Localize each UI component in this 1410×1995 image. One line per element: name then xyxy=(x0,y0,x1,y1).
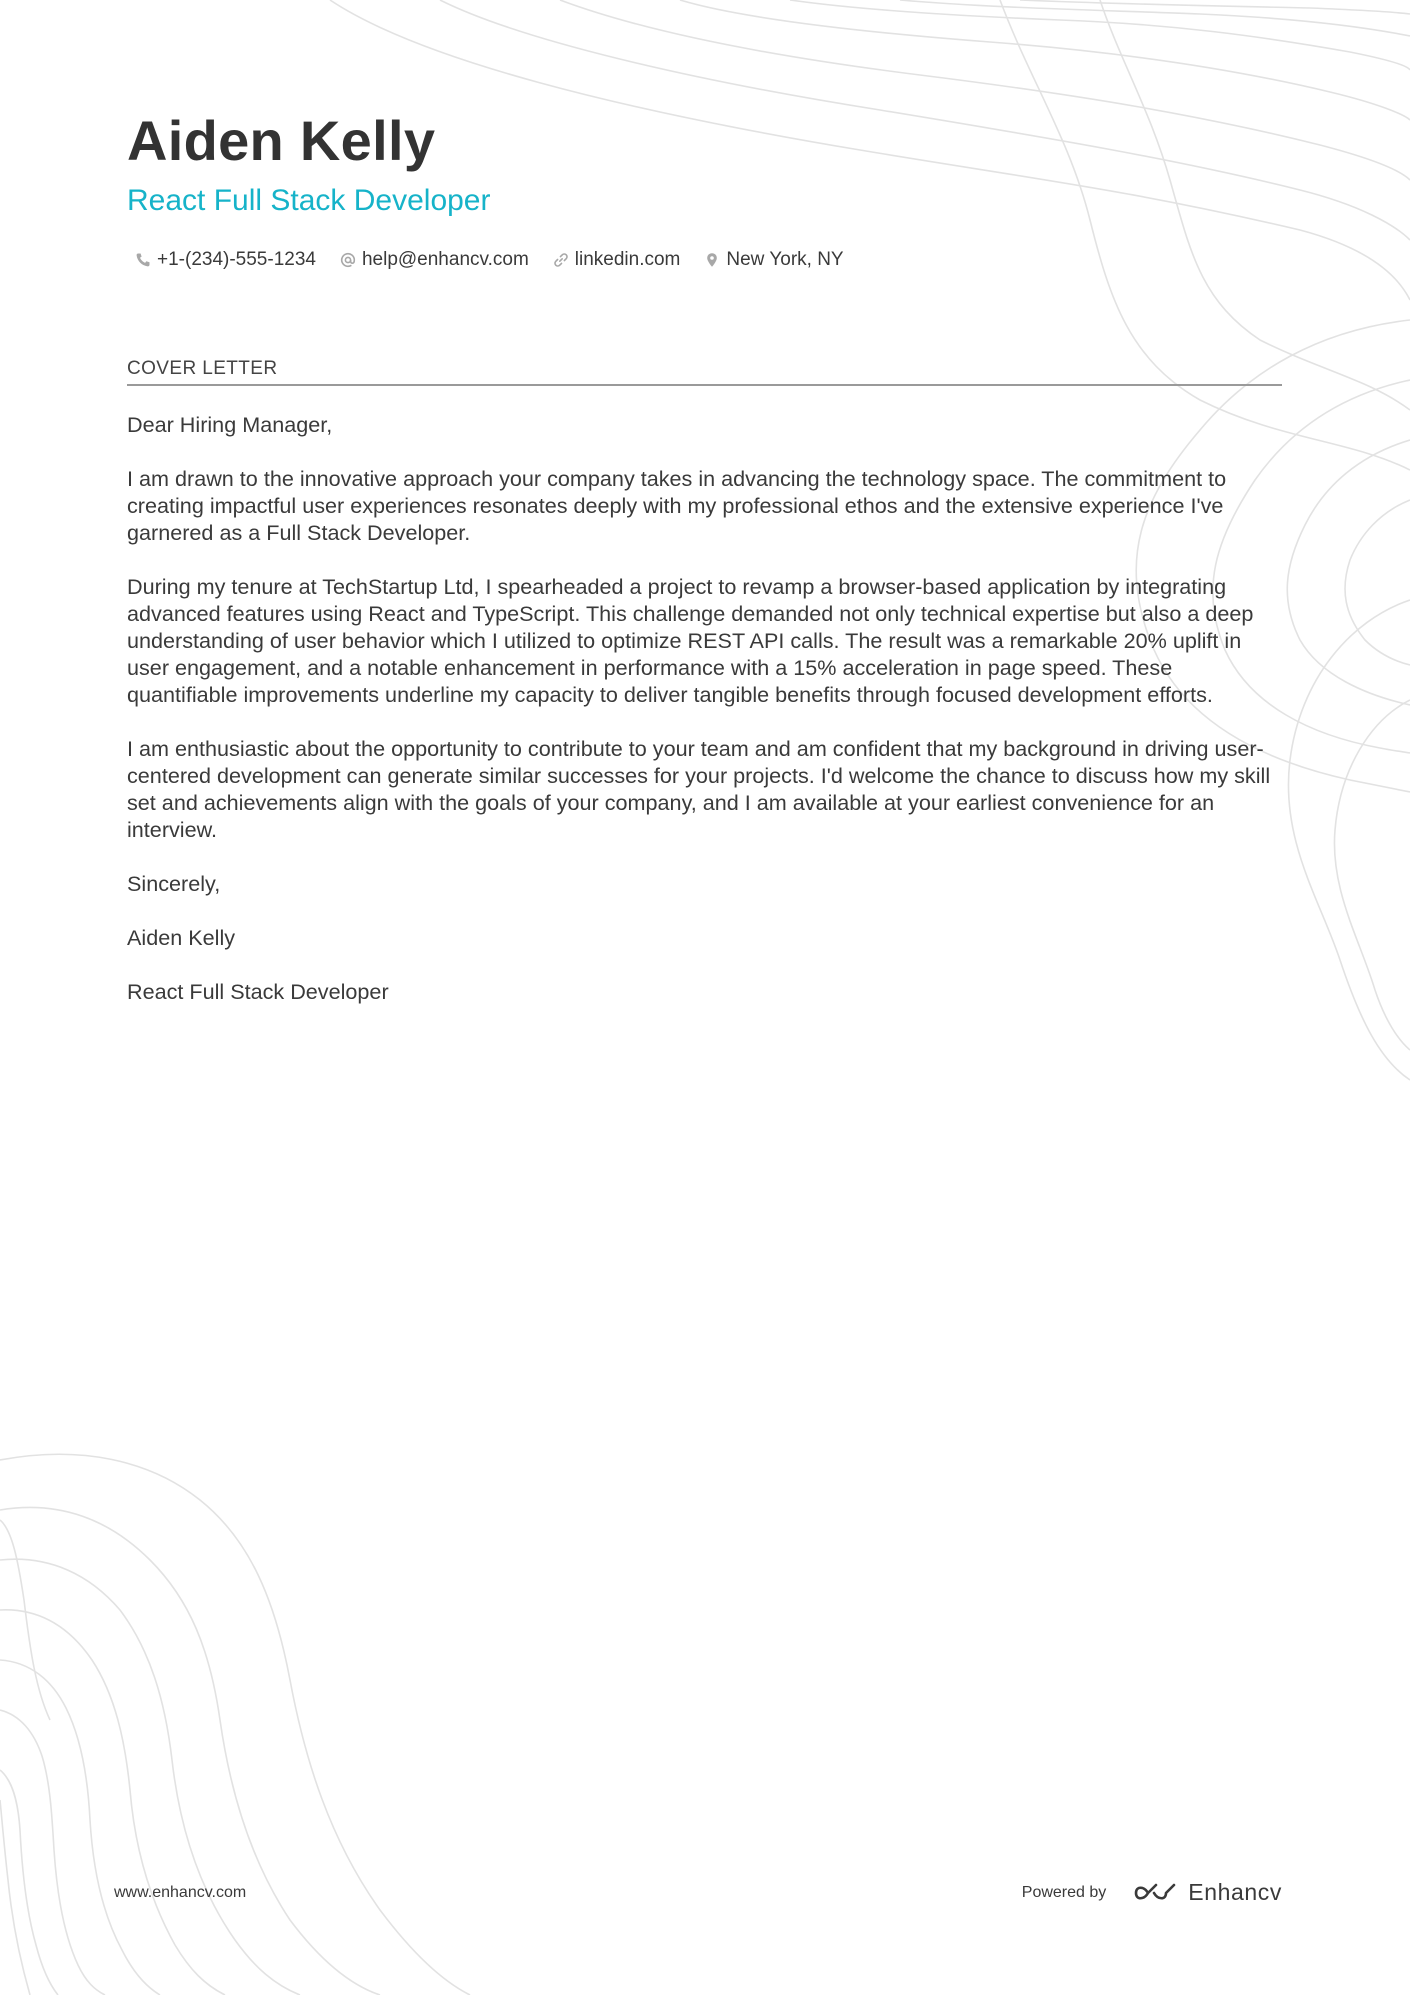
contact-email[interactable] xyxy=(340,249,529,271)
section-title: COVER LETTER xyxy=(127,358,1282,386)
powered-by xyxy=(1022,1879,1282,1906)
contact-email-text[interactable]: help@enhancv.com xyxy=(361,249,529,270)
location-pin-icon xyxy=(704,252,720,268)
contact-location xyxy=(704,249,843,271)
letter-paragraph-1: I am drawn to the innovative approach your company takes in advancing the technology space. The commitment to creating impactful user experiences resonates deeply with my professional ethos and the extensive experience I've garnered as a Full Stack Developer. xyxy=(127,466,1227,545)
contact-phone-text: +1-(234)-555-1234 xyxy=(157,249,316,270)
powered-by-label: Powered by xyxy=(1021,1883,1107,1901)
enhancv-logo-icon xyxy=(1132,1880,1178,1906)
letter-paragraph-3: I am enthusiastic about the opportunity to contribute to your team and am confident that my background in driving user-centered development can generate similar successes for your projects. I'd welcome the chance to discuss how my skill set and achievements align with the goals of your company, and I am available at your earliest convenience for an interview. xyxy=(127,736,1271,842)
link-icon xyxy=(553,252,569,268)
contact-phone xyxy=(135,249,316,271)
footer-url[interactable]: www.enhancv.com xyxy=(114,1884,247,1901)
at-icon xyxy=(340,252,356,268)
candidate-name: Aiden Kelly xyxy=(127,109,436,172)
signature-name: Aiden Kelly xyxy=(127,925,236,950)
contact-linkedin-text[interactable]: linkedin.com xyxy=(574,249,681,270)
brand-name: Enhancv xyxy=(1188,1879,1282,1905)
candidate-role: React Full Stack Developer xyxy=(127,184,491,217)
contact-bar xyxy=(135,245,868,275)
contact-linkedin[interactable] xyxy=(553,249,681,271)
phone-icon xyxy=(135,252,151,268)
letter-closing: Sincerely, xyxy=(127,871,221,896)
letter-greeting: Dear Hiring Manager, xyxy=(127,412,333,437)
letter-paragraph-2: During my tenure at TechStartup Ltd, I spearheaded a project to revamp a browser-based application by integrating advanced features using React and TypeScript. This challenge demanded not only technical expertise but also a deep understanding of user behavior which I utilized to optimize REST API calls. The result was a remarkable 20% uplift in user engagement, and a notable enhancement in performance with a 15% acceleration in page speed. These quantifiable improvements underline my capacity to deliver tangible benefits through focused development efforts. xyxy=(127,574,1254,707)
letter-body xyxy=(127,411,1282,1032)
signature-title: React Full Stack Developer xyxy=(127,979,389,1004)
contact-location-text: New York, NY xyxy=(726,249,844,270)
